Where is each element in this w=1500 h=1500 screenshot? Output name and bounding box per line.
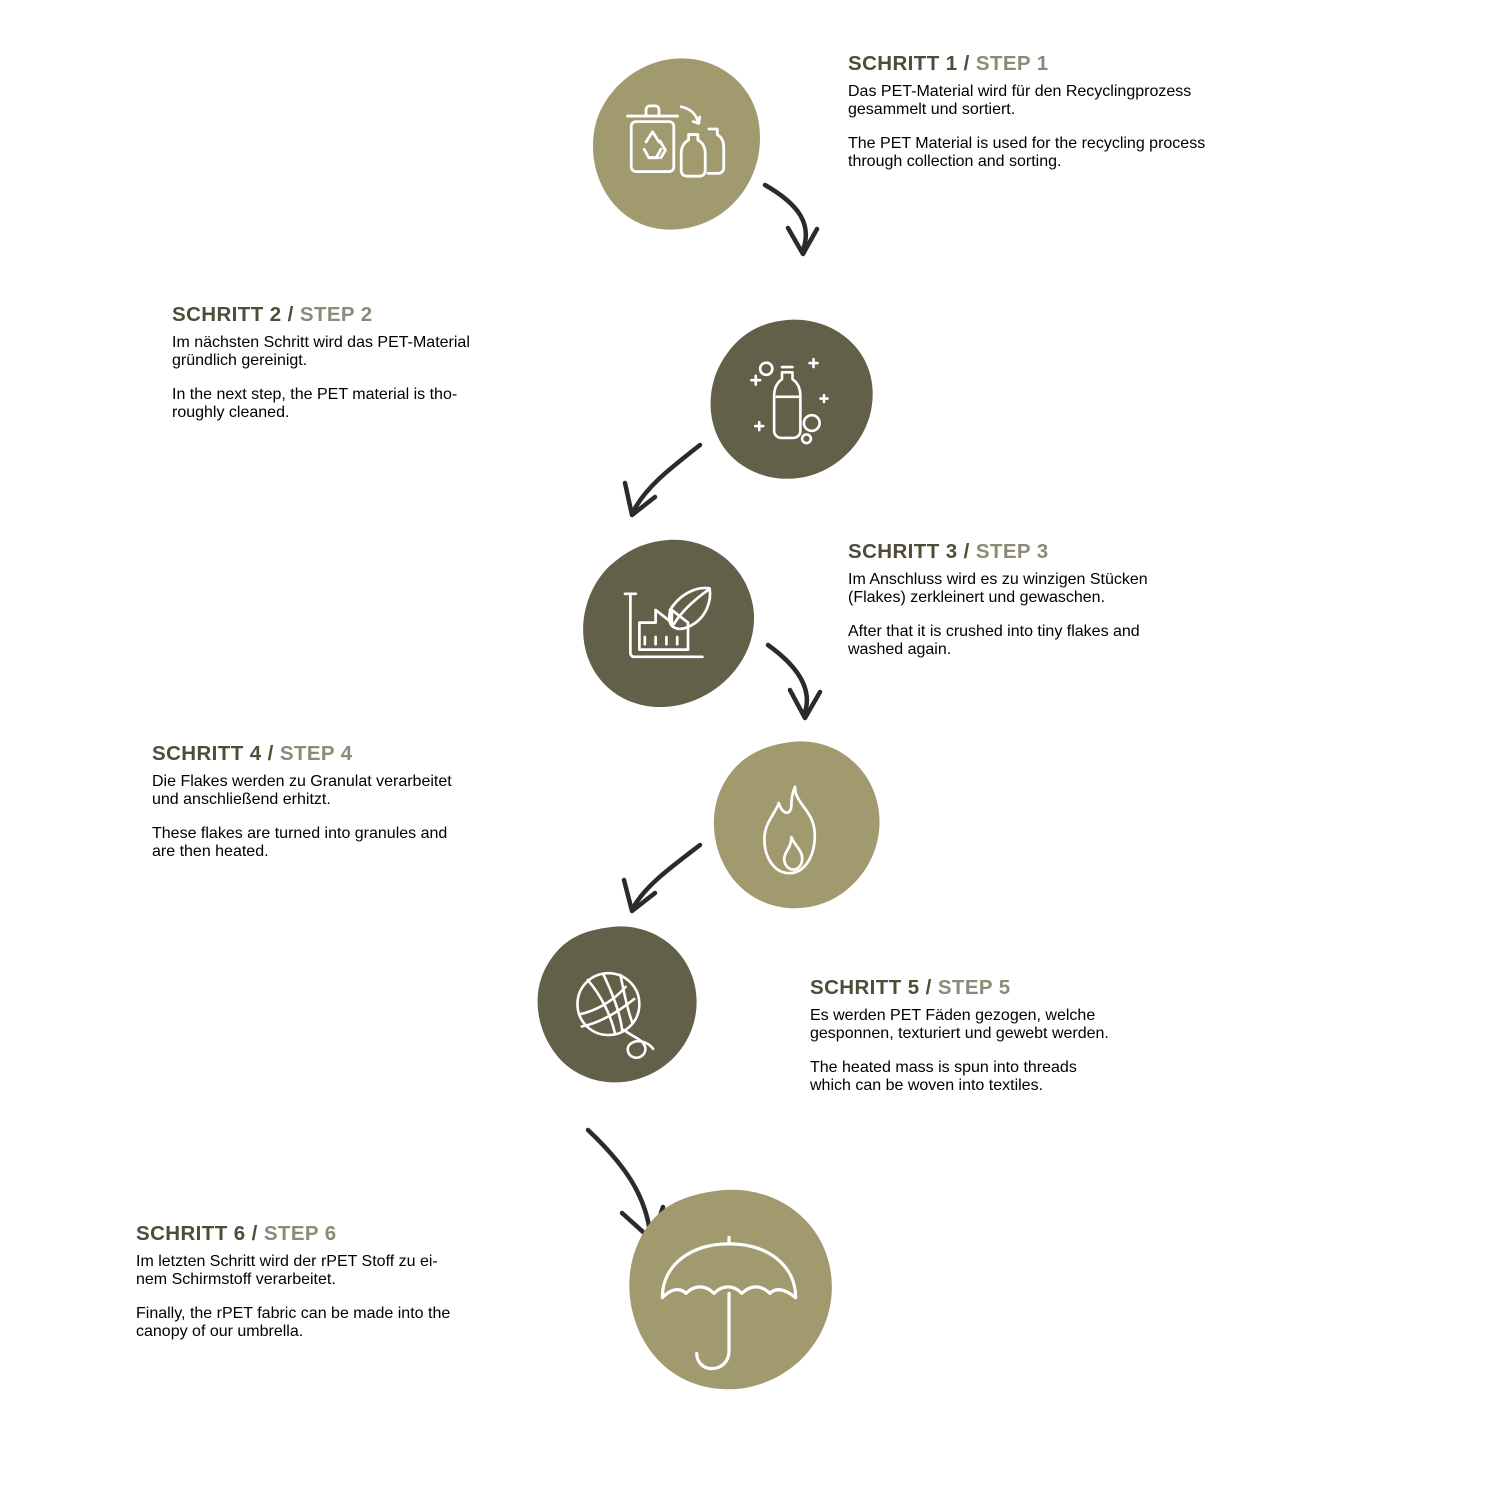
step-1-title-sep: /: [957, 52, 976, 75]
step-2-title-sep: /: [281, 303, 300, 326]
arrow-4-head: [624, 880, 655, 911]
step-1-title: [848, 52, 1408, 77]
step-5-title-de: SCHRITT 5: [810, 976, 920, 999]
step-2-title: [172, 303, 692, 328]
arrow-2-to-3: [633, 445, 700, 512]
step-5-text: SCHRITT 5 / STEP 5 Es werden PET Fäden gezogen, welche gesponnen, texturiert und gewebt werden. The heated mass is spun into threads which can be woven into textiles.: [810, 976, 1330, 1111]
step-3-title-de: SCHRITT 3: [848, 540, 958, 563]
arrow-2-head: [625, 483, 655, 515]
step-1-title-de: SCHRITT 1: [848, 52, 958, 75]
step-4-title-de: SCHRITT 4: [152, 742, 262, 765]
step-4-title: [152, 742, 672, 767]
step-6-title: [136, 1222, 656, 1247]
step-6-title-de: SCHRITT 6: [136, 1222, 246, 1245]
step-5-title-sep: /: [919, 976, 938, 999]
step-3-text: SCHRITT 3 / STEP 3 Im Anschluss wird es zu winzigen Stücken (Flakes) zerkleinert und gewaschen. After that it is crushed into tiny flakes and washed again.: [848, 540, 1368, 675]
step-4-title-sep: /: [261, 742, 280, 765]
arrow-3-to-4: [768, 645, 807, 712]
step-6-title-en: STEP 6: [263, 1222, 337, 1245]
step-3-title-sep: /: [957, 540, 976, 563]
step-5-blob: [528, 925, 706, 1097]
step-3-title-en: STEP 3: [975, 540, 1049, 563]
step-2-title-de: SCHRITT 2: [172, 303, 282, 326]
step-2-title-en: STEP 2: [299, 303, 373, 326]
step-3-blob: [580, 538, 760, 718]
step-1-text: SCHRITT 1 / STEP 1 Das PET-Material wird für den Recyclingprozess gesammelt und sortiert. The PET Material is used for the recycling process through collection and sorting.: [848, 52, 1408, 187]
step-2-blob: [700, 318, 885, 493]
arrow-3-head: [790, 690, 820, 718]
step-1-title-en: STEP 1: [975, 52, 1049, 75]
step-4-title-en: STEP 4: [279, 742, 353, 765]
step-6-title-sep: /: [245, 1222, 264, 1245]
arrow-1-head: [788, 228, 817, 254]
arrow-1-to-2: [765, 185, 806, 250]
step-4-text: SCHRITT 4 / STEP 4 Die Flakes werden zu Granulat verarbeitet und anschließend erhitzt. These flakes are turned into granules and are then heated.: [152, 742, 672, 877]
step-5-title-en: STEP 5: [937, 976, 1011, 999]
step-1-blob: [585, 55, 770, 240]
step-3-title: [848, 540, 1368, 565]
step-2-text: SCHRITT 2 / STEP 2 Im nächsten Schritt wird das PET-Material gründlich gereinigt. In the next step, the PET material is tho- roughly cleaned.: [172, 303, 692, 438]
step-5-title: [810, 976, 1330, 1001]
step-6-text: SCHRITT 6 / STEP 6 Im letzten Schritt wird der rPET Stoff zu ei- nem Schirmstoff verarbeitet. Finally, the rPET fabric can be made into the canopy of our umbrella.: [136, 1222, 656, 1357]
step-4-blob: [705, 740, 885, 920]
